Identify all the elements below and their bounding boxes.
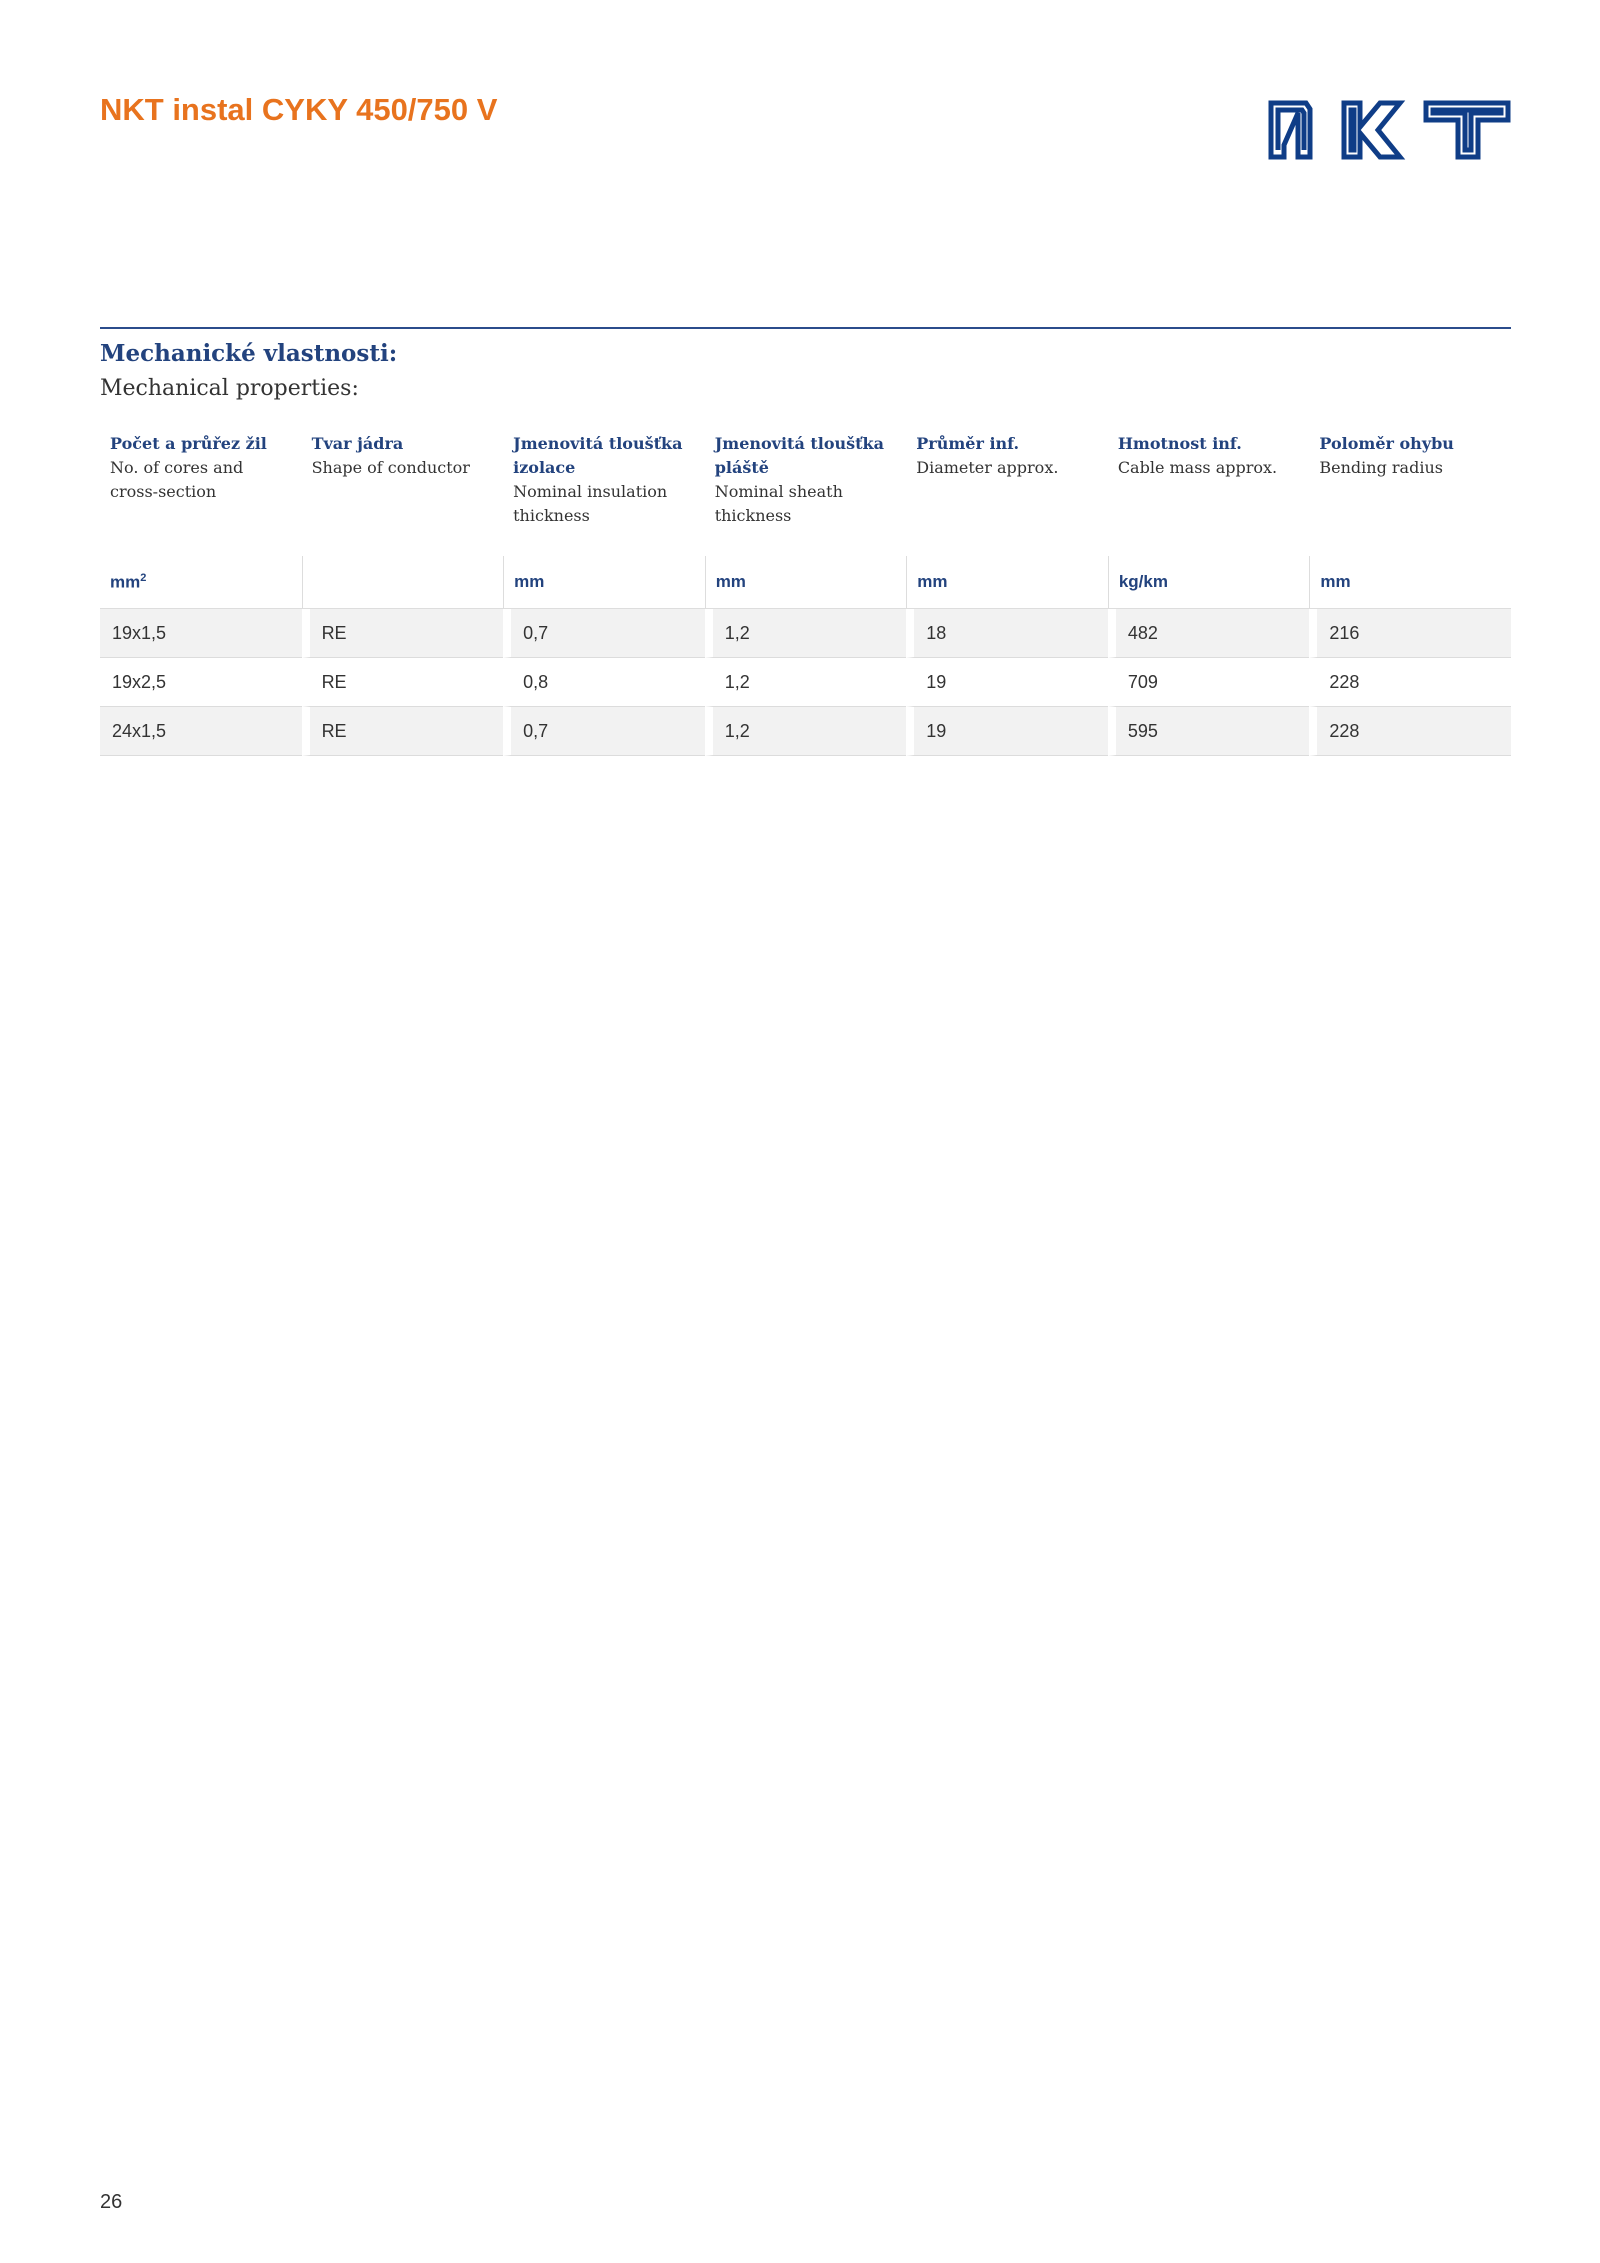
column-header-en: Nominal sheath thickness bbox=[714, 482, 843, 525]
section-title: Mechanické vlastnosti: bbox=[100, 340, 398, 367]
table-cell: 19 bbox=[906, 707, 1108, 756]
column-header bbox=[705, 426, 907, 556]
table-cell: 18 bbox=[906, 609, 1108, 658]
table-cell: 1,2 bbox=[705, 658, 907, 707]
table-cell: 228 bbox=[1309, 658, 1511, 707]
unit-row bbox=[100, 556, 1511, 609]
table-row bbox=[100, 609, 1511, 658]
table-cell: 216 bbox=[1309, 609, 1511, 658]
column-header-cz: Jmenovitá tloušťka izolace bbox=[513, 434, 683, 477]
table-cell: 19 bbox=[906, 658, 1108, 707]
unit-label: mm bbox=[715, 572, 746, 591]
table-cell: 595 bbox=[1108, 707, 1310, 756]
unit-label: mm bbox=[917, 572, 948, 591]
unit-cell bbox=[1108, 556, 1310, 609]
unit-cell bbox=[1309, 556, 1511, 609]
table-cell: RE bbox=[302, 609, 504, 658]
unit-cell bbox=[705, 556, 907, 609]
section-divider bbox=[100, 327, 1511, 329]
unit-superscript: 2 bbox=[140, 571, 147, 584]
table-cell: 1,2 bbox=[705, 707, 907, 756]
column-header-en: Nominal insulation thickness bbox=[513, 482, 668, 525]
column-header bbox=[302, 426, 504, 556]
unit-cell bbox=[100, 556, 302, 609]
document-title: NKT instal CYKY 450/750 V bbox=[100, 92, 498, 127]
column-header bbox=[100, 426, 302, 556]
table-cell: 0,7 bbox=[503, 609, 705, 658]
table-cell: 709 bbox=[1108, 658, 1310, 707]
table-cell: 19x1,5 bbox=[100, 609, 302, 658]
table-row bbox=[100, 707, 1511, 756]
section-subtitle: Mechanical properties: bbox=[100, 376, 359, 401]
column-header-cz: Jmenovitá tloušťka pláště bbox=[714, 434, 884, 477]
column-header-cz: Tvar jádra bbox=[311, 434, 404, 453]
column-header bbox=[1309, 426, 1511, 556]
unit-cell bbox=[503, 556, 705, 609]
unit-label: mm bbox=[110, 572, 141, 592]
column-header-cz: Poloměr ohybu bbox=[1319, 434, 1454, 453]
table-cell: RE bbox=[302, 658, 504, 707]
column-header bbox=[906, 426, 1108, 556]
column-header-en: Cable mass approx. bbox=[1117, 458, 1278, 477]
table-header-row bbox=[100, 426, 1511, 556]
column-header-en: Shape of conductor bbox=[311, 458, 470, 477]
table-cell: 1,2 bbox=[705, 609, 907, 658]
unit-cell bbox=[906, 556, 1108, 609]
unit-label: mm bbox=[514, 572, 545, 591]
column-header-en: Bending radius bbox=[1319, 458, 1443, 477]
column-header-cz: Počet a průřez žil bbox=[110, 434, 267, 453]
column-header-cz: Průměr inf. bbox=[916, 434, 1020, 453]
column-header bbox=[503, 426, 705, 556]
table-cell: 482 bbox=[1108, 609, 1310, 658]
unit-label: mm bbox=[1320, 572, 1351, 591]
unit-label: kg/km bbox=[1118, 572, 1168, 591]
table-row bbox=[100, 658, 1511, 707]
column-header-en: No. of cores and cross-section bbox=[110, 458, 244, 501]
column-header-cz: Hmotnost inf. bbox=[1117, 434, 1242, 453]
column-header-en: Diameter approx. bbox=[916, 458, 1059, 477]
table-cell: 228 bbox=[1309, 707, 1511, 756]
column-header bbox=[1108, 426, 1310, 556]
mechanical-properties-table bbox=[100, 426, 1511, 756]
unit-cell bbox=[302, 556, 504, 609]
nkt-logo bbox=[1268, 100, 1511, 160]
page-number: 26 bbox=[100, 2191, 123, 2213]
table-cell: RE bbox=[302, 707, 504, 756]
table-cell: 24x1,5 bbox=[100, 707, 302, 756]
table-cell: 19x2,5 bbox=[100, 658, 302, 707]
table-cell: 0,8 bbox=[503, 658, 705, 707]
table-cell: 0,7 bbox=[503, 707, 705, 756]
